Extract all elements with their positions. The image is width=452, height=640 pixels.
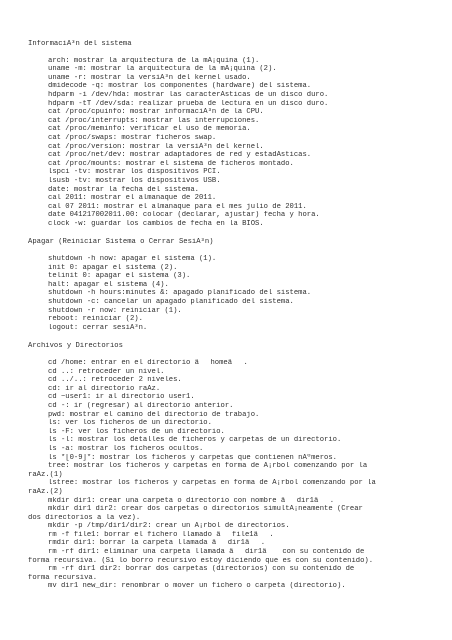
command-line: cat /proc/mounts: mostrar el sistema de ficheros montado.	[48, 159, 294, 168]
command-line: shutdown -c: cancelar un apagado planificado del sistema.	[48, 298, 294, 307]
command-line: shutdown -h now: apagar el sistema (1).	[48, 255, 217, 264]
command-line: hdparm -tT /dev/sda: realizar prueba de lectura en un disco duro.	[48, 99, 329, 108]
command-line: ls -a: mostrar los ficheros ocultos.	[48, 444, 204, 453]
command-line: cat /proc/meminfo: verificar el uso de memoria.	[48, 125, 251, 134]
command-line: cd ../..: retroceder 2 niveles.	[48, 376, 182, 385]
command-line: lstree: mostrar los ficheros y carpetas en forma de Ã¡rbol comenzando por la	[48, 479, 376, 488]
command-line: halt: apagar el sistema (4).	[48, 280, 169, 289]
command-line: arch: mostrar la arquitectura de la mÃ¡quina (1).	[48, 56, 260, 65]
command-line-continuation: raÃz.(2)	[28, 487, 63, 496]
command-line: mv dir1 new_dir: renombrar o mover un fichero o carpeta (directorio).	[48, 582, 346, 591]
section-title: Archivos y Directorios	[28, 342, 123, 351]
command-line: shutdown -h hours:minutes &: apagado planificado del sistema.	[48, 289, 312, 298]
section-title: Apagar (Reiniciar Sistema o Cerrar SesiÃ³n)	[28, 238, 214, 247]
command-line: shutdown -r now: reiniciar (1).	[48, 306, 182, 315]
command-line: uname -r: mostrar la versiÃ³n del kernel usado.	[48, 73, 251, 82]
command-line: telinit 0: apagar el sistema (3).	[48, 272, 191, 281]
command-line: mkdir -p /tmp/dir1/dir2: crear un Ã¡rbol de directorios.	[48, 522, 290, 531]
section	[28, 40, 426, 228]
command-line: cal 07 2011: mostrar el almanaque para el mes julio de 2011.	[48, 202, 307, 211]
command-line: reboot: reiniciar (2).	[48, 315, 143, 324]
command-line: ls -l: mostrar los detalles de ficheros y carpetas de un directorio.	[48, 436, 342, 445]
command-line: clock -w: guardar los cambios de fecha en la BIOS.	[48, 219, 264, 228]
command-line: ls: ver los ficheros de un directorio.	[48, 419, 212, 428]
command-line: ls *[0-9]*: mostrar los ficheros y carpetas que contienen nÃºmeros.	[48, 453, 337, 462]
section	[28, 238, 426, 332]
command-line-continuation: forma recursiva.	[28, 573, 98, 582]
command-line: cat /proc/interrupts: mostrar las interrupciones.	[48, 116, 260, 125]
command-line-continuation: raÃz.(1)	[28, 470, 63, 479]
command-line: rmdir dir1: borrar la carpeta llamada âdir1â.	[48, 539, 266, 548]
command-line: tree: mostrar los ficheros y carpetas en forma de Ã¡rbol comenzando por la	[48, 462, 368, 471]
command-line: ls -F: ver los ficheros de un directorio.	[48, 427, 225, 436]
command-line: init 0: apagar el sistema (2).	[48, 263, 178, 272]
command-line: cd /home: entrar en el directorio âhomeâ.	[48, 359, 248, 367]
command-line: cd ..: retroceder un nivel.	[48, 367, 165, 376]
section	[28, 342, 426, 591]
command-line: uname -m: mostrar la arquitectura de la mÃ¡quina (2).	[48, 65, 277, 74]
command-line: lspci -tv: mostrar los dispositivos PCI.	[48, 168, 221, 177]
command-line: mkdir dir1 dir2: crear dos carpetas o directorios simultÃ¡neamente (Crear	[48, 505, 363, 514]
command-line: cat /proc/net/dev: mostrar adaptadores de red y estadÃsticas.	[48, 151, 312, 160]
command-line: dmidecode -q: mostrar los componentes (hardware) del sistema.	[48, 82, 312, 91]
command-line: cal 2011: mostrar el almanaque de 2011.	[48, 194, 217, 203]
command-line: date 041217002011.00: colocar (declarar, ajustar) fecha y hora.	[48, 211, 320, 220]
command-line: cd ~user1: ir al directorio user1.	[48, 393, 195, 402]
command-line: rm -f file1: borrar el fichero llamado âfile1â.	[48, 530, 274, 539]
command-line: cat /proc/cpuinfo: mostrar informaciÃ³n de la CPU.	[48, 108, 264, 117]
command-line: cat /proc/version: mostrar la versiÃ³n del kernel.	[48, 142, 264, 151]
command-line: lsusb -tv: mostrar los dispositivos USB.	[48, 176, 221, 185]
command-line: cd -: ir (regresar) al directorio anterior.	[48, 401, 234, 410]
command-line: hdparm -i /dev/hda: mostrar las caracterÃsticas de un disco duro.	[48, 90, 329, 99]
command-line-continuation: forma recursiva. (Si lo borro recursivo estoy diciendo que es con su contenido).	[28, 556, 374, 565]
command-line: cat /proc/swaps: mostrar ficheros swap.	[48, 133, 217, 142]
command-line: mkdir dir1: crear una carpeta o directorio con nombre âdir1â.	[48, 496, 335, 505]
command-line-continuation: dos directorios a la vez).	[28, 513, 141, 522]
command-line: rm -rf dir1: eliminar una carpeta llamada âdir1â con su contenido de	[48, 548, 365, 557]
command-line: rm -rf dir1 dir2: borrar dos carpetas (directorios) con su contenido de	[48, 565, 355, 574]
command-line: cd: ir al directorio raÃz.	[48, 384, 161, 393]
command-line: logout: cerrar sesiÃ³n.	[48, 323, 148, 332]
section-title: InformaciÃ³n del sistema	[28, 40, 132, 48]
command-line: date: mostrar la fecha del sistema.	[48, 185, 199, 194]
command-line: pwd: mostrar el camino del directorio de trabajo.	[48, 410, 260, 419]
